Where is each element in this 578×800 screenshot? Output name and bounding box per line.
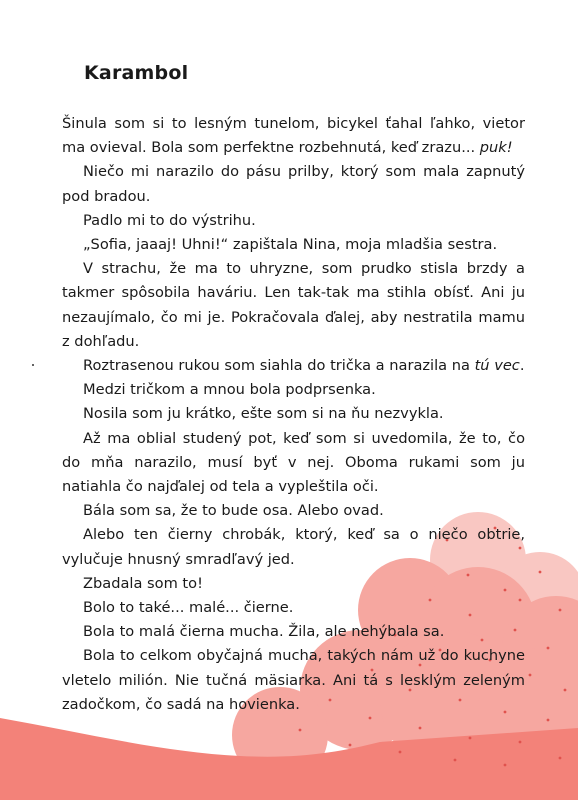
chapter-title: Karambol	[84, 62, 189, 84]
paragraph	[62, 620, 525, 644]
text-run: Roztrasenou rukou som siahla do trička a narazila na	[83, 357, 475, 375]
text-run: V strachu, že ma to uhryzne, som prudko stisla brzdy a takmer spôsobila haváriu. Len tak-tak ma stihla obísť. Ani ju nezaujímalo, čo mi je. Pokračovala ďalej, aby nestratila mamu z dohľadu.	[62, 260, 525, 350]
paragraph	[62, 257, 525, 354]
paragraph	[62, 644, 525, 717]
text-run: .	[519, 357, 525, 375]
paragraph	[62, 402, 525, 426]
text-run: Bála som sa, že to bude osa. Alebo ovad.	[83, 502, 384, 520]
margin-mark	[32, 364, 34, 366]
paragraph	[62, 572, 525, 596]
story-text	[62, 112, 525, 717]
text-run: Zbadala som to!	[83, 574, 203, 592]
text-run: Alebo ten čierny chrobák, ktorý, keď sa o niečo obtrie, vylučuje hnusný smradľavý jed.	[62, 526, 525, 568]
paragraph	[62, 112, 525, 160]
emphasis-text: tú vec	[474, 357, 520, 375]
paragraph	[62, 378, 525, 402]
text-run: Padlo mi to do výstrihu.	[83, 211, 256, 229]
text-run: Bolo to také... malé... čierne.	[83, 599, 294, 617]
paragraph	[62, 209, 525, 233]
paragraph	[62, 233, 525, 257]
paragraph	[62, 160, 525, 208]
text-run: Medzi tričkom a mnou bola podprsenka.	[83, 381, 376, 399]
emphasis-text: puk!	[479, 139, 513, 157]
text-run: Niečo mi narazilo do pásu prilby, ktorý som mala zapnutý pod bradou.	[62, 163, 525, 205]
paragraph	[62, 596, 525, 620]
text-run: Nosila som ju krátko, ešte som si na ňu nezvykla.	[83, 405, 444, 423]
paragraph	[62, 523, 525, 571]
paragraph	[62, 354, 525, 378]
text-run: „Sofia, jaaaj! Uhni!“ zapištala Nina, moja mladšia sestra.	[83, 236, 498, 254]
text-run: Šinula som si to lesným tunelom, bicykel ťahal ľahko, vietor ma ovieval. Bola som perfektne rozbehnutá, keď zrazu...	[62, 115, 525, 157]
text-run: Až ma oblial studený pot, keď som si uvedomila, že to, čo do mňa narazilo, musí byť v nej. Oboma rukami som ju natiahla čo najďalej od tela a vypleštila oči.	[62, 429, 525, 496]
text-run: Bola to celkom obyčajná mucha, takých nám už do kuchyne vletelo milión. Nie tučná mäsiarka. Ani tá s lesklým zeleným zadočkom, čo sadá na hovienka.	[62, 647, 525, 713]
paragraph	[62, 427, 525, 500]
text-run: Bola to malá čierna mucha. Žila, ale nehýbala sa.	[83, 623, 445, 641]
paragraph	[62, 499, 525, 523]
